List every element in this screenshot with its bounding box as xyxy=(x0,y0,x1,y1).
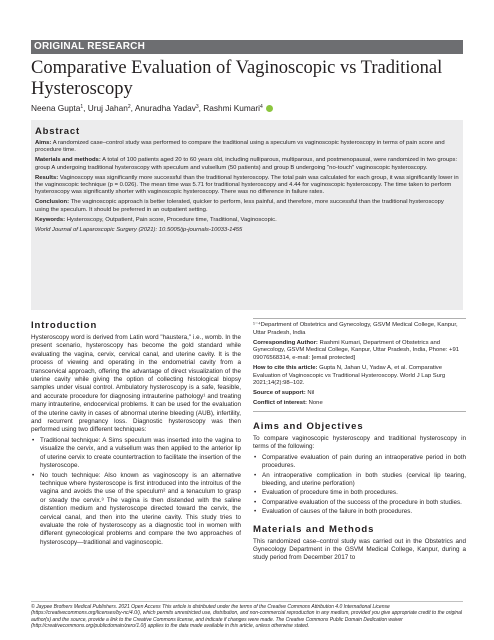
abstract-keywords-label: Keywords: xyxy=(35,216,66,223)
introduction-paragraph: Hysteroscopy word is derived from Latin word "haustera," i.e., womb. In the present scenario, hysteroscopy has become the gold standard while evaluating the vagina, cervix, cervical canal, and uterine cavity. It is the process of viewing and operating in the endometrial cavity from a transcervical approach, offering the advantage of direct visualization of the uterine cavity while giving the option of collecting histological biopsy samples under visual control. Ambulatory hysteroscopy is a safe, feasible, and accurate procedure for diagnosing intrauterine pathology¹ and treating many intrauterine, endocervical problems. It can be used for the evaluation of the uterine cavity in cases of abnormal uterine bleeding (AUB), infertility, and recurrent pregnancy loss. Diagnostic hysteroscopy was then performed using two different techniques: xyxy=(31,334,241,434)
abstract-methods-text: A total of 100 patients aged 20 to 60 years old, including nulliparous, multiparous, and postmenopausal, were randomized in two groups: group A undergoing traditional hysteroscopy with speculum and vulsellum (50 patients) and group B undergoing "no-touch" vaginoscopic hysteroscopy. xyxy=(35,157,458,171)
source-of-support xyxy=(253,390,466,398)
how-to-cite-label: How to cite this article: xyxy=(253,364,318,371)
author-name: Anuradha Yadav xyxy=(134,103,196,113)
list-item: • Comparative evaluation of the success of the procedure in both studies. xyxy=(253,499,466,507)
article-info xyxy=(253,318,466,412)
author-name: Uruj Jahan xyxy=(87,103,128,113)
conflict-of-interest-label: Conflict of interest: xyxy=(253,400,307,407)
orcid-icon[interactable] xyxy=(266,105,273,112)
author-affiliation-mark: 3 xyxy=(195,104,199,110)
source-of-support-label: Source of support: xyxy=(253,390,306,397)
author-affiliation-mark: 1 xyxy=(80,104,84,110)
abstract-methods xyxy=(35,157,459,172)
abstract-methods-label: Materials and methods: xyxy=(35,157,101,164)
list-item: • No touch technique: Also known as vaginoscopy is an alternative technique where hysteroscope is first introduced into the introitus of the vagina and avoids the use of the speculum² and a tenaculum to grasp or steady the cervix.³ The vagina is then distended with the saline distention medium and hysteroscope directed toward the cervix, the cervical canal, and then into the uterine cavity. This study tries to evaluate the role of hysteroscopy as a diagnostic tool in women with different gynecological problems and compare the two approaches of hysteroscopy—traditional and vaginoscopic. xyxy=(31,472,241,548)
corresponding-author xyxy=(253,340,466,363)
journal-citation: World Journal of Laparoscopic Surgery (2021): 10.5005/jp-journals-10033-1455 xyxy=(35,226,243,233)
materials-methods-paragraph: This randomized case–control study was carried out in the Obstetrics and Gynecology Department in the GSVM Medical College, Kanpur, during a study period from December 2017 to xyxy=(253,537,466,562)
conflict-of-interest xyxy=(253,400,466,408)
list-item: • Comparative evaluation of pain during an intraoperative period in both procedures. xyxy=(253,454,466,471)
abstract-aims-text: A randomized case–control study was performed to compare the traditional using a speculum vs vaginoscopic hysteroscopy in terms of pain score and procedure time. xyxy=(35,140,445,154)
aims-objectives-intro: To compare vaginoscopic hysteroscopy and traditional hysteroscopy in terms of the following: xyxy=(253,434,466,451)
objectives-list xyxy=(253,454,466,517)
abstract-conclusion-text: The vaginoscopic approach is better tolerated, quicker to perform, less painful, and therefore, more successful than the traditional hysteroscopy using the speculum. It should be preferred in an outpatient setting. xyxy=(35,199,444,213)
list-item: • Traditional technique: A Sims speculum was inserted into the vagina to visualize the cervix, and a vulsellum was then applied to the anterior lip of uterine cervix to create countertraction to facilitate the insertion of the hysteroscope. xyxy=(31,437,241,471)
abstract-results xyxy=(35,175,459,197)
abstract-aims xyxy=(35,140,459,155)
abstract-conclusion xyxy=(35,199,459,214)
license-footer: © Jaypee Brothers Medical Publishers. 2021 Open Access This article is distributed under the terms of the Creative Commons Attribution 4.0 International License (https://creativecommons.org/licenses/by-nc/4.0/), which permits unrestricted use, distribution, and non-commercial reproduction in any medium, provided you give appropriate credit to the original author(s) and the source, provide a link to the Creative Commons license, and indicate if changes were made. The Creative Commons Public Domain Dedication waiver (http://creativecommons.org/publicdomain/zero/1.0/) applies to the data made available in this article, unless otherwise stated. xyxy=(31,601,463,630)
introduction-heading: Introduction xyxy=(31,320,98,331)
author-name: Rashmi Kumari xyxy=(203,103,261,113)
section-tag: ORIGINAL RESEARCH xyxy=(31,40,463,54)
divider xyxy=(253,318,466,319)
abstract-aims-label: Aims: xyxy=(35,140,52,146)
divider xyxy=(253,411,466,412)
affiliation: ¹⁻⁴Department of Obstetrics and Gynecology, GSVM Medical College, Kanpur, Uttar Pradesh, India xyxy=(253,322,458,336)
list-item: • An intraoperative complication in both studies (cervical lip tearing, bleeding, and uterine perforation) xyxy=(253,472,466,489)
abstract-conclusion-label: Conclusion: xyxy=(35,199,70,206)
corresponding-author-text: Rashmi Kumari, Department of Obstetrics and Gynecology, GSVM Medical College, Kanpur, Uttar Pradesh, India, Phone: +91 09076568314, e-mail: [email protected] xyxy=(253,339,460,361)
corresponding-author-label: Corresponding Author: xyxy=(253,339,318,346)
aims-objectives-heading: Aims and Objectives xyxy=(253,420,364,432)
list-item: • Evaluation of causes of the failure in both procedures. xyxy=(253,508,466,516)
abstract-results-text: Vaginoscopy was significantly more successful than the traditional hysteroscopy. The total pain was calculated for each group, it was significantly lower in the vaginoscopic technique (p = 0.026). The mean time was 5.71 for traditional hysteroscopy and 4.44 for vaginoscopic hysteroscopy. The time taken to perform hysteroscopy was significantly shorter with vaginoscopic hysteroscopy. There was no difference in failure rates. xyxy=(35,174,459,196)
materials-methods-heading: Materials and Methods xyxy=(253,523,375,535)
how-to-cite-text: Gupta N, Jahan U, Yadav A, et al. Comparative Evaluation of Vaginoscopic vs Traditional Hysteroscopy. World J Lap Surg 2021;14(2):98–102. xyxy=(253,364,446,387)
author-name: Neena Gupta xyxy=(31,103,81,113)
right-column xyxy=(253,315,466,563)
abstract-box xyxy=(31,120,463,310)
abstract-keywords xyxy=(35,217,459,224)
left-column xyxy=(31,320,241,548)
list-item: • Evaluation of procedure time in both procedures. xyxy=(253,489,466,497)
source-of-support-text: Nil xyxy=(307,390,315,397)
author-affiliation-mark: 2 xyxy=(127,104,131,110)
author-list: Neena Gupta$^1$, Uruj Jahan$^2$, Anuradha Yadav$^3$, Rashmi Kumari$^4$ xyxy=(31,103,471,113)
conflict-of-interest-text: None xyxy=(308,400,323,407)
abstract-results-label: Results: xyxy=(35,174,59,181)
author-affiliation-mark: 4 xyxy=(260,104,263,110)
article-title: Comparative Evaluation of Vaginoscopic vs Traditional Hysteroscopy xyxy=(31,58,443,99)
abstract-keywords-text: Hysteroscopy, Outpatient, Pain score, Procedure time, Traditional, Vaginoscopic. xyxy=(66,216,277,223)
technique-list xyxy=(31,437,241,547)
how-to-cite xyxy=(253,365,466,388)
abstract-heading: Abstract xyxy=(35,126,80,137)
